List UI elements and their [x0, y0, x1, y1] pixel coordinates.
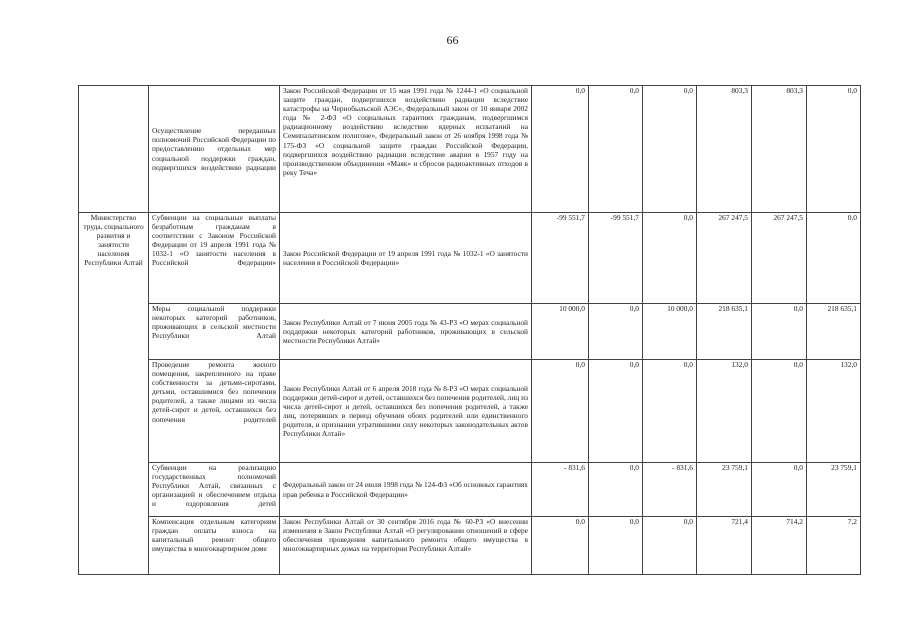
value-cell: 0,0: [589, 304, 643, 360]
value-cell: 132,0: [697, 360, 752, 463]
table-row: [79, 86, 861, 213]
value-cell: 0,0: [643, 213, 697, 304]
budget-table: [78, 85, 861, 575]
value-cell: 0,0: [807, 86, 861, 213]
value-cell: 0,0: [589, 517, 643, 575]
value-cell: 714,2: [752, 517, 807, 575]
value-cell: -99 551,7: [589, 213, 643, 304]
law-cell: Закон Республики Алтай от 7 июня 2005 года № 43-РЗ «О мерах социальной поддержки некоторых категорий работников, проживающих в сельской местности Республики Алтай»: [280, 304, 532, 360]
table-row: [79, 463, 861, 517]
law-cell: Закон Республики Алтай от 30 сентября 2016 года № 60-РЗ «О внесении изменения в Закон Республики Алтай «О регулировании отношений в сфере обеспечения проведения капитального ремонта общего имущества в многоквартирных домах на территории Республики Алтай»: [280, 517, 532, 575]
law-cell: Федеральный закон от 24 июля 1998 года № 124-ФЗ «Об основных гарантиях прав ребенка в Российской Федерации»: [280, 463, 532, 517]
value-cell: 0,0: [532, 360, 589, 463]
description-cell: Проведение ремонта жилого помещения, закрепленного на праве собственности за детьми-сиротами, детьми, оставшимися без попечения родителей, а также лицами из числа детей-сирот и детей, оставшихся без попечения родителей: [149, 360, 280, 463]
description-cell: Компенсация отдельным категориям граждан оплаты взноса на капитальный ремонт общего имущества в многоквартирном доме: [149, 517, 280, 575]
value-cell: 803,3: [697, 86, 752, 213]
description-cell: Меры социальной поддержки некоторых категорий работников, проживающих в сельской местности Республики Алтай: [149, 304, 280, 360]
description-cell: Осуществление переданных полномочий Российской Федерации по предоставлению отдельных мер социальной поддержки граждан, подвергшихся воздействию радиации: [149, 86, 280, 213]
value-cell: 0,0: [589, 463, 643, 517]
value-cell: 721,4: [697, 517, 752, 575]
table-row: [79, 304, 861, 360]
law-cell: Закон Российской Федерации от 15 мая 1991 года № 1244-1 «О социальной защите граждан, подвергшихся воздействию радиации вследствие катастрофы на Чернобыльской АЭС», Федеральный закон от 10 января 2002 года № 2-ФЗ «О социальных гарантиях гражданам, подвергшимся радиационному воздействию вследствие ядерных испытаний на Семипалатинском полигоне», Федеральный закон от 26 ноября 1998 года № 175-ФЗ «О социальной защите граждан Российской Федерации, подвергшихся воздействию радиации вследствие аварии в 1957 году на производственном объединении «Маяк» и сбросов радиоактивных отходов в реку Теча»: [280, 86, 532, 213]
value-cell: 0,0: [807, 213, 861, 304]
value-cell: 7,2: [807, 517, 861, 575]
value-cell: 0,0: [643, 86, 697, 213]
value-cell: 10 000,0: [532, 304, 589, 360]
law-cell: Закон Российской Федерации от 19 апреля 1991 года № 1032-1 «О занятости населения в Российской Федерации»: [280, 213, 532, 304]
table-row: [79, 213, 861, 304]
value-cell: 0,0: [589, 86, 643, 213]
value-cell: 0,0: [752, 360, 807, 463]
ministry-cell-empty: [79, 86, 149, 213]
table-row: [79, 517, 861, 575]
value-cell: - 831,6: [532, 463, 589, 517]
value-cell: 23 759,1: [697, 463, 752, 517]
value-cell: 0,0: [532, 86, 589, 213]
value-cell: 267 247,5: [697, 213, 752, 304]
value-cell: 0,0: [643, 517, 697, 575]
value-cell: 267 247,5: [752, 213, 807, 304]
table-row: [79, 360, 861, 463]
value-cell: 218 635,1: [807, 304, 861, 360]
value-cell: 23 759,1: [807, 463, 861, 517]
description-cell: Субвенции на социальные выплаты безработным гражданам в соответствии с Законом Российской Федерации от 19 апреля 1991 года № 1032-1 «О занятости населения в Российской Федерации»: [149, 213, 280, 304]
page-number: 66: [446, 33, 459, 47]
ministry-cell: Министерство труда, социального развития и занятости населения Республики Алтай: [79, 213, 149, 575]
description-cell: Субвенции на реализацию государственных полномочий Республики Алтай, связанных с организацией и обеспечением отдыха и оздоровления детей: [149, 463, 280, 517]
value-cell: - 831,6: [643, 463, 697, 517]
value-cell: 10 000,0: [643, 304, 697, 360]
law-cell: Закон Республики Алтай от 6 апреля 2018 года № 8-РЗ «О мерах социальной поддержки детей-сирот и детей, оставшихся без попечения родителей, лиц из числа детей-сирот и детей, оставшихся без попечения родителей, а также лиц, потерявших в период обучения обоих родителей или единственного родителя, и признании утратившими силу некоторых законодательных актов Республики Алтай»: [280, 360, 532, 463]
value-cell: 0,0: [532, 517, 589, 575]
value-cell: 803,3: [752, 86, 807, 213]
value-cell: 218 635,1: [697, 304, 752, 360]
value-cell: 132,0: [807, 360, 861, 463]
value-cell: 0,0: [643, 360, 697, 463]
value-cell: 0,0: [752, 463, 807, 517]
value-cell: -99 551,7: [532, 213, 589, 304]
value-cell: 0,0: [589, 360, 643, 463]
value-cell: 0,0: [752, 304, 807, 360]
